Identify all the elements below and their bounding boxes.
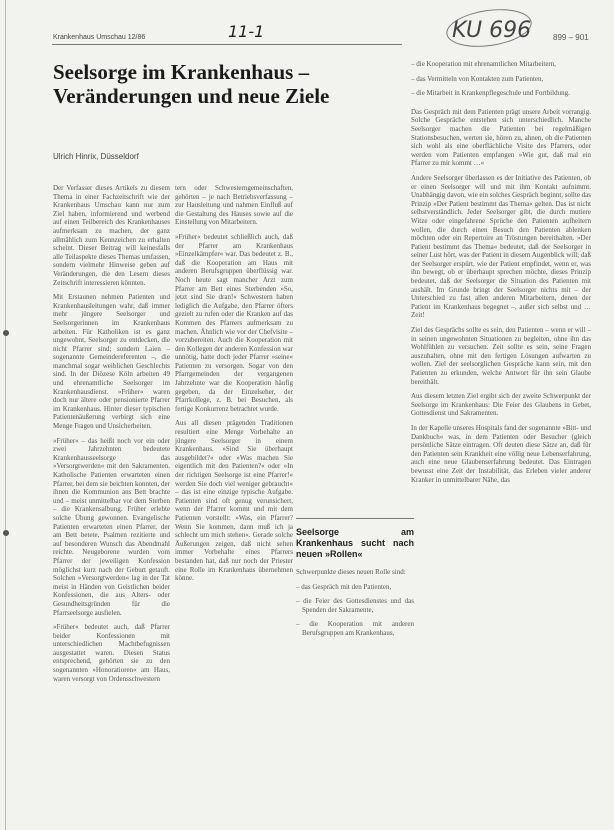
paragraph: Der Verfasser dieses Artikels zu diesem Thema in einer Fachzeitschrift wie der Krankenhaus Umschau kann nur zum Ziel haben, informierend und werbend auf einen Teilbereich des Krankenhauses aufmerksam zu machen, der ganz allmählich zum Kennzeichen zu erhalten scheint. Dieser Beitrag will keinesfalls alle Teilaspekte dieses Themas umfassen, sondern vielmehr Hinweise geben auf Veränderungen, die den Lesern dieses Zeitschrift interessieren könnten. — [53, 184, 170, 287]
article-author: Ulrich Hinrix, Düsseldorf — [53, 152, 139, 161]
section-rule — [296, 518, 414, 519]
paragraph: tern oder Schwesterngemeinschaften, gehörten – je nach Betriebsverfassung – zur Hausleitung und nahmen Einfluß auf die Gestaltung des Hauses sowie auf die Einstellung von Mitarbeitern. — [175, 184, 293, 227]
paragraph: »Früher« bedeutet auch, daß Pfarrer beider Konfessionen mit unterschiedlichen Machtbefugnissen ausgestattet waren. Diesen Status entsprechend, gehörten sie zu den sogenannten »Honoratioren« am Haus, waren versorgt von Ordensschwestern — [53, 623, 170, 683]
bullet-item: – das Gespräch mit den Patienten, — [296, 582, 392, 591]
page-edge-line — [5, 0, 6, 830]
text-column-1 — [53, 184, 170, 814]
paragraph: »Früher« bedeutet schließlich auch, daß der Pfarrer am Krankenhaus »Einzelkämpfer« war. Das bedeutet z. B., daß die Kooperation am Haus mit anderen Berufsgruppen überflüssig war. Noch heute sagt mancher Arzt zum Pfarrer am Bett eines Sterbenden »So, jetzt sind Sie dran!« Schwestern haben lediglich die Aufgabe, den Pfarrer öfters gezielt zu rufen oder die Kranken auf das Kommen des Pfarrers aufmerksam zu machen. Ähnlich wie vor der Chefvisite – vorzubereiten. Auch die Kooperation mit den Kollegen der anderen Konfession war unnötig, hatte doch jeder Pfarrer »seine« Patienten zu versorgen. Sogar von den Pfarrgemeinden der vergangenen Jahrzehnte war die Kooperation häufig gegeben, da der Einzelseher, der Pfarrkollege, z. B. bei Besuchen, als fertige Konkurrenz betrachtet wurde. — [175, 232, 293, 413]
paragraph: Mit Erstaunen nehmen Patienten und Krankenhausleitungen wahr, daß immer mehr jüngere Seelsorger und Seelsorgerinnen im Krankenhaus arbeiten. Für Katholiken ist es ganz ungewohnt, Seelsorger zu entdecken, die nicht Pfarrer sind; sondern Laien – sogenannte Gemeindereferenten –, die manchmal sogar weiblichen Geschlechts sind. In der Diözese Köln arbeiten 49 und ehrenamtliche Seelsorger im Krankenhausdienst. »Früher« waren doch nur ältere oder pensionierte Pfarrer im Krankenhaus. Hinter dieser typischen Patientenäußerung verbirgt sich eine Menge Fragen und Unsicherheiten. — [53, 293, 170, 431]
page-range: 899 – 901 — [553, 33, 589, 42]
journal-name: Krankenhaus Umschau 12/86 — [53, 34, 146, 41]
punch-hole — [3, 330, 9, 336]
paragraph: Aus diesem letzten Ziel ergibt sich der zweite Schwerpunkt der Seelsorge im Krankenhaus: Die Feier des Glaubens in Gebet, Gottesdienst und Sakramenten. — [411, 392, 591, 418]
paragraph: Ziel des Gesprächs sollte es sein, den Patienten – wenn er will – in seinen ungewohnten Situationen zu begleiten, ohne ihn das Wohlfühlen zu versuchen. Zeit sollte es sein, seine Fragen auszuhalten, ohne mit den fertigen Lösungen aufwarten zu wollen. Ziel der seelsorglichen Gespräche kann sein, mit den Patienten zu erkunden, welche Antwort für ihn sein Glaube bereithält. — [411, 326, 591, 386]
column-3-continuation — [296, 184, 414, 514]
text-column-4 — [411, 60, 591, 815]
bullet-item: – das Vermitteln von Kontakten zum Patienten, — [411, 74, 544, 83]
paragraph: »Früher« – das heißt noch vor ein oder zwei Jahrzehnten bedeutete Krankenhausseelsorge das »Versorgtwerden« mit den Sakramenten. Katholische Patienten erwarteten einen Pfarrer, bei dem sie beichten konnten, der ihnen die Kommunion ans Bett brachte und – meist unmittelbar vor dem Sterben – die Krankensalbung. Früher erlebte solche Übung gewonnen. Evangelische Patienten erwarteten einen Pfarrer, der am Bett betete, Psalmen rezitierte und auf besonderen Wunsch das Abendmahl reichte. Neugeborene wurden vom Pfarrer der jeweiligen Konfession möglichst kurz nach der Geburt getauft. Solchen »Versorgtwerden« lag in der Tat meist in Händen von Geistlichen beider Konfessionen, die aus Alters- oder Gesundheitsgründen für die Pfarrseelsorge ausfielen. — [53, 436, 170, 617]
bullet-item: – die Kooperation mit anderen Berufsgruppen am Krankenhaus, — [296, 620, 414, 637]
article-title: Seelsorge im Krankenhaus – Veränderungen und neue Ziele — [53, 60, 330, 108]
section-heading: Seelsorge am Krankenhaus sucht nach neuen »Rollen« — [296, 527, 414, 559]
paragraph: In der Kapelle unseres Hospitals fand der sogenannte »Bitt- und Dankbuch« was, in dem Patienten oder Besucher (gleich persönliche Sätze eintragen. Oft deuten diese Sätze an, daß für den Patienten sein Krankheit eine völlig neue Lebenserfahrung, auch eine neue Glaubenserfahrung bedeutet. Das Eintragen bewusst eine Zeit der Instabilität, das Erleben vieler anderer Kranker in unmittelbarer Nähe, das — [411, 423, 591, 484]
text-column-3 — [296, 184, 414, 814]
paragraph: Andere Seelsorger überlassen es der Initiative des Patienten, ob er einen Seelsorger will und mit ihm Kontakt aufnimmt. Unabhängig davon, wie ein solches Gespräch beginnt, sollte das Prinzip »Der Patient bestimmt das Thema« gelten. Das ist nicht selbstverständlich. Jeder Seelsorger gibt, die durch mutiere Witze oder eingefahrene Sprüche den Patienten aufheitern wollen, die durch einen Besuch den Patienten ablenken möchten oder ein Repertoire an Tröstungen bereithalten. »Der Patient bestimmt das Thema« bedeutet, daß der Seelsorger in seiner Lust hört, was der Patient in diesem Augenblick will; daß der Seelsorger erspürt, wie der Patient empfindet, wenn er, was ihn bewegt, ob er überhaupt sprechen möchte, dieses Prinzip bedeutet, daß der Seelsorger die Situation des Patienten mit aushält. Im Grunde bringt der Seelsorger nichts mit – der Unterschied zu fast allen anderen Mitarbeitern, denen der Patient im Krankenhaus begegnet –, außer sich selbst und … Zeit! — [411, 173, 591, 320]
header-rule — [52, 44, 402, 45]
punch-hole — [3, 530, 9, 536]
paragraph: Schwerpunkte dieses neuen Rolle sind: — [296, 568, 406, 576]
archive-stamp: KU 696 — [452, 18, 532, 43]
bullet-item: – die Mitarbeit in Krankenpflegeschule und Fortbildung. — [411, 89, 570, 98]
text-column-2 — [175, 184, 293, 814]
paragraph: Aus all diesen prägenden Traditionen resultiert eine Menge Vorbehalte an jüngere Seelsorger in einem Krankenhaus. »Sind Sie überhaupt ausgebildet?« oder »Was machen Sie eigentlich mit den Patienten?« oder »In der richtigen Seelsorge ist eine Pfarrer!« werden Sie doch viel weniger gebraucht« – das ist eine einzige typische Aufgabe. Patienten sind oft genug verunsichert, wenn der Pfarrer kommt und mit dem Patienten vorstellt: »Was, ein Pfarrer? Wenn Sie kommen, dann muß ich ja schlecht um mich stehen«. Gerade solche Äußerungen zeigen, daß nicht selten immer Vorbehalte eines Pfarrers bestanden hat, daß nur noch der Priester eine Rolle im Krankenhaus übernehmen könne. — [175, 419, 293, 583]
bullet-item: – die Feier des Gottesdienstes und das Spenden der Sakramente, — [296, 597, 414, 614]
bullet-item: – die Kooperation mit ehrenamtlichen Mitarbeitern, — [411, 60, 557, 68]
paragraph: Das Gespräch mit dem Patienten prägt unsere Arbeit vorrangig. Solche Gespräche entstehen sich unterschiedlich. Manche Seelsorger machen die Patienten bei regelmäßigen Stationsbesuchen, werten sie, hören zu, ahnen, ob die Patienten sich wohl als eine oberflächliche Visite des Pfarrers, oder werden vom Patienten empfangen »Wie gut, daß mal ein Pfarrer zu mir kommt …« — [411, 107, 591, 168]
handwritten-note: 11-1 — [228, 22, 265, 41]
